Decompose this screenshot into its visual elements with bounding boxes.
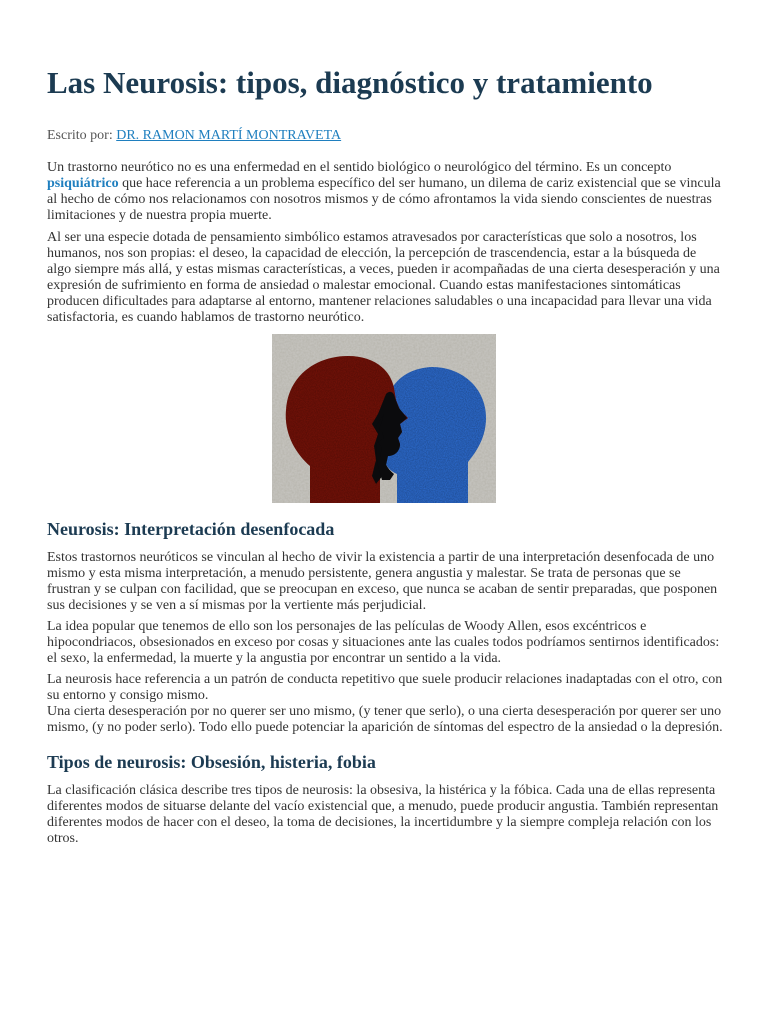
section-paragraph: La neurosis hace referencia a un patrón de conducta repetitivo que suele producir relaciones inadaptadas con el otro, con su entorno y consigo mismo. (47, 672, 723, 703)
section-tipos (47, 751, 723, 847)
section-paragraph: Estos trastornos neuróticos se vinculan al hecho de vivir la existencia a partir de una interpretación desenfocada de uno mismo y esta misma interpretación, a menudo persistente, genera angustia y malestar. Se trata de personas que se frustran y se culpan con facilidad, que se preocupan en exceso, que nunca se acaban de sentir preparadas, que posponen sus decisiones y se ven a sí mismas por la vertiente más perjudicial. (47, 550, 718, 613)
section-paragraph: Una cierta desesperación por no querer ser uno mismo, (y tener que serlo), o una cierta desesperación por querer ser uno mismo, (y no poder serlo). Todo ello puede potenciar la aparición de síntomas del espectro de la ansiedad o la depresión. (47, 704, 723, 735)
article-title: Las Neurosis: tipos, diagnóstico y tratamiento (47, 65, 653, 100)
intro-text-after: que hace referencia a un problema específico del ser humano, un dilema de cariz existencial que se vincula al hecho de cómo nos relacionamos con nosotros mismos y de cómo afrontamos la vida siendo conscientes de nuestras limitaciones y de nuestra propia muerte. (47, 176, 721, 223)
psiquiatrico-link[interactable]: psiquiátrico (47, 176, 119, 191)
section-interpretacion (47, 518, 723, 736)
intro-text-before: Un trastorno neurótico no es una enfermedad en el sentido biológico o neurológico del término. Es un concepto (47, 160, 672, 175)
byline-prefix: Escrito por: (47, 128, 113, 143)
intro-paragraph-1 (47, 160, 723, 224)
section-heading: Neurosis: Interpretación desenfocada (47, 519, 335, 539)
byline (47, 128, 723, 144)
section-paragraph: La clasificación clásica describe tres tipos de neurosis: la obsesiva, la histérica y la fóbica. Cada una de ellas representa diferentes modos de situarse delante del vacío existencial que, a menudo, puede producir angustia. También representan diferentes modos de hacer con el deseo, la toma de decisiones, la incertidumbre y la siempre compleja relación con los otros. (47, 783, 719, 846)
section-heading: Tipos de neurosis: Obsesión, histeria, fobia (47, 752, 376, 772)
section-paragraph: La idea popular que tenemos de ello son los personajes de las películas de Woody Allen, esos excéntricos e hipocondriacos, obsesionados en exceso por cosas y situaciones ante las cuales todos podríamos sentirnos identificados: el sexo, la enfermedad, la muerte y la angustia por encontrar un sentido a la vida. (47, 619, 720, 666)
article (47, 64, 723, 847)
author-link[interactable]: DR. RAMON MARTÍ MONTRAVETA (116, 128, 342, 143)
two-heads-illustration (272, 334, 496, 503)
intro-paragraph-2: Al ser una especie dotada de pensamiento simbólico estamos atravesados por características que solo a nosotros, los humanos, nos son propias: el deseo, la capacidad de elección, la percepción de trascendencia, estar a la búsqueda de algo siempre más allá, y estas mismas características, a veces, pueden ir acompañadas de una cierta desesperación y una expresión de sufrimiento en forma de ansiedad o malestar emocional. Cuando estas manifestaciones sintomáticas producen dificultades para adaptarse al entorno, mantener relaciones saludables o una incapacidad para llevar una vida satisfactoria, es cuando hablamos de trastorno neurótico. (47, 230, 720, 325)
